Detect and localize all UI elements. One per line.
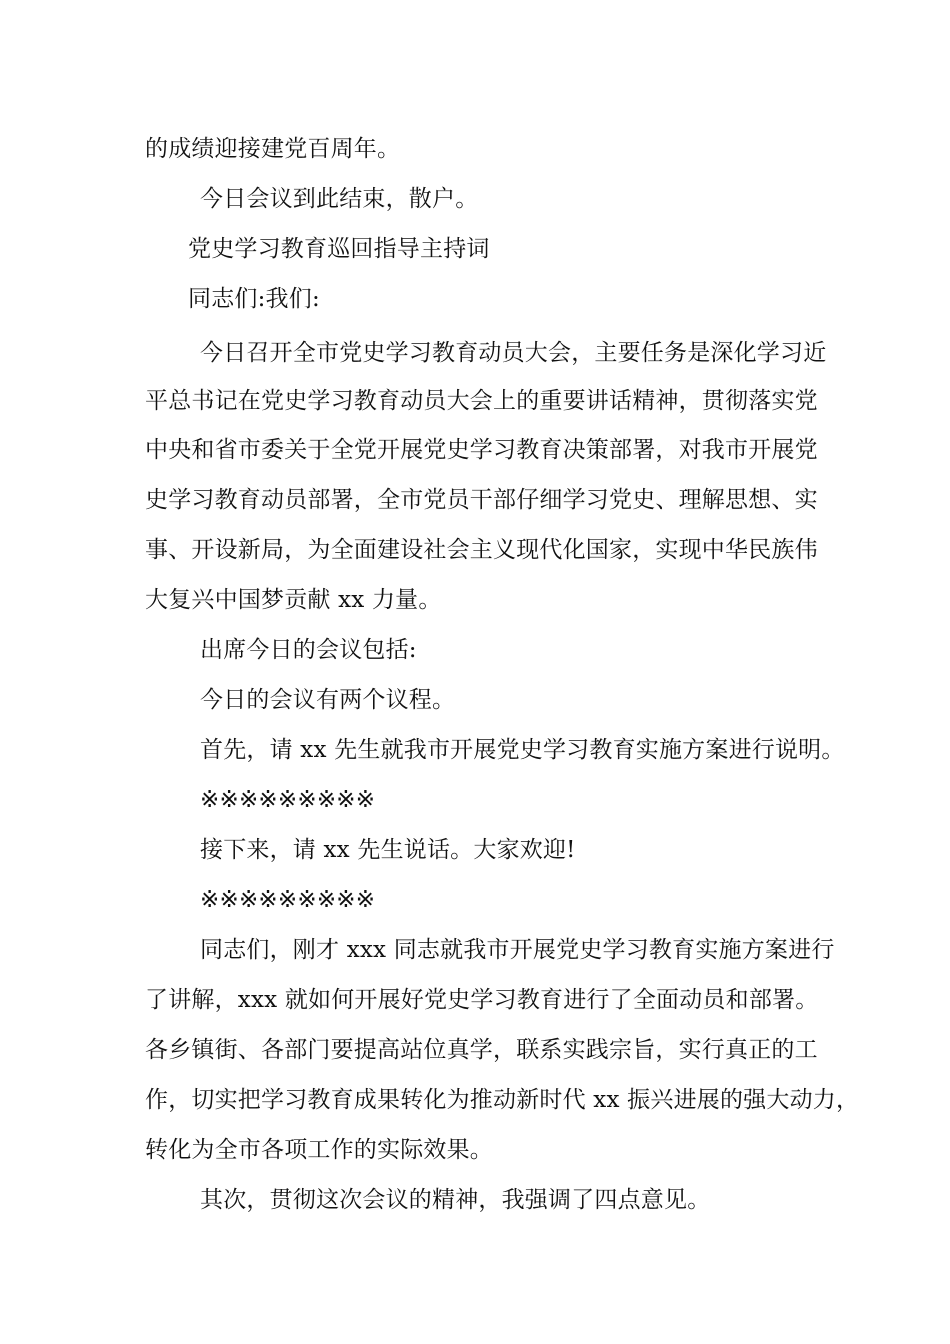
paragraph-line: 的成绩迎接建党百周年。 xyxy=(145,136,401,162)
paragraph-line: 首先，请 xx 先生就我市开展党史学习教育实施方案进行说明。 xyxy=(200,737,845,763)
paragraph-line: 其次，贯彻这次会议的精神，我强调了四点意见。 xyxy=(200,1187,711,1213)
paragraph-line: 事、开设新局，为全面建设社会主义现代化国家，实现中华民族伟 xyxy=(145,537,818,563)
paragraph-line: 各乡镇街、各部门要提高站位真学，联系实践宗旨，实行真正的工 xyxy=(145,1037,818,1063)
separator-marks: ※※※※※※※※※ xyxy=(200,787,376,813)
paragraph-line: 作，切实把学习教育成果转化为推动新时代 xx 振兴进展的强大动力， xyxy=(145,1087,860,1113)
paragraph-line: 今日的会议有两个议程。 xyxy=(200,687,456,713)
paragraph-line: 中央和省市委关于全党开展党史学习教育决策部署，对我市开展党 xyxy=(145,437,818,463)
paragraph-line: 史学习教育动员部署，全市党员干部仔细学习党史、理解思想、实 xyxy=(145,487,818,513)
paragraph-line: 同志们，刚才 xxx 同志就我市开展党史学习教育实施方案进行 xyxy=(200,937,835,963)
paragraph-line: 了讲解，xxx 就如何开展好党史学习教育进行了全面动员和部署。 xyxy=(145,987,819,1013)
paragraph-line: 转化为全市各项工作的实际效果。 xyxy=(145,1137,493,1163)
paragraph-line: 今日召开全市党史学习教育动员大会，主要任务是深化学习近 xyxy=(200,340,827,366)
section-heading: 党史学习教育巡回指导主持词 xyxy=(188,236,490,262)
paragraph-line: 今日会议到此结束，散户。 xyxy=(200,186,479,212)
separator-marks: ※※※※※※※※※ xyxy=(200,887,376,913)
salutation: 同志们:我们: xyxy=(188,286,320,312)
paragraph-line: 接下来，请 xx 先生说话。大家欢迎! xyxy=(200,837,576,863)
paragraph-line: 大复兴中国梦贡献 xx 力量。 xyxy=(145,587,442,613)
paragraph-line: 平总书记在党史学习教育动员大会上的重要讲话精神，贯彻落实党 xyxy=(145,388,818,414)
paragraph-line: 出席今日的会议包括: xyxy=(200,637,417,663)
